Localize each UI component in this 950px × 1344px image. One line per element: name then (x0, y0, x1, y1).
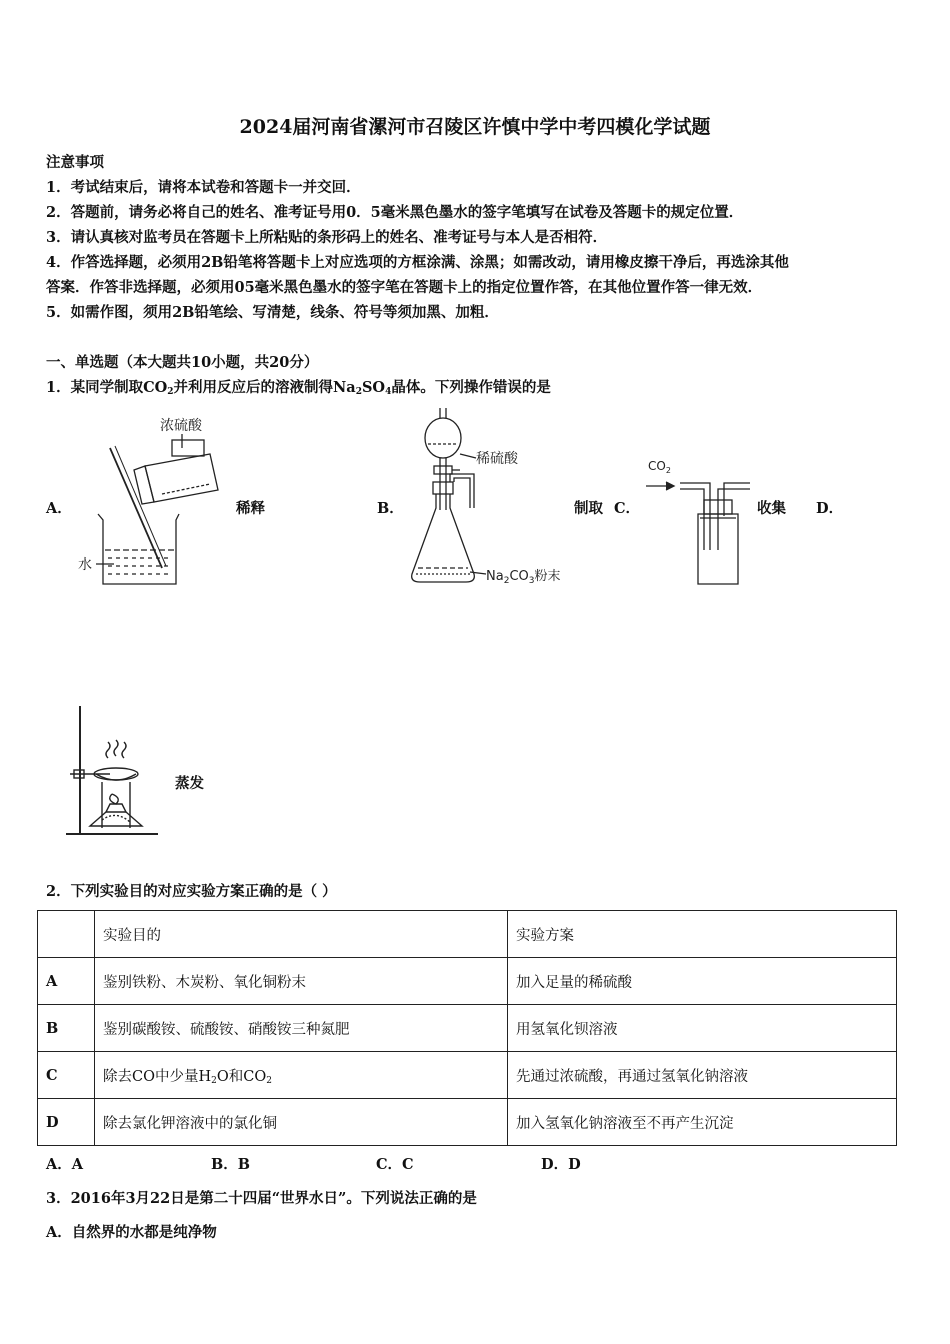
row-key: A (38, 958, 95, 1005)
table-row (38, 1099, 897, 1146)
row-key: C (38, 1052, 95, 1099)
row-purpose: 除去CO中少量$H_2O$和$CO_2$ (95, 1052, 508, 1099)
option-a-letter[interactable]: A． (46, 500, 72, 517)
label-co2: $CO_2$ (648, 459, 671, 475)
option-c-letter[interactable]: C． (614, 500, 641, 517)
notice-item: 1．考试结束后，请将本试卷和答题卡一并交回． (46, 179, 361, 196)
option-b-label: 制取 (574, 500, 603, 517)
row-plan: 用氢氧化钡溶液 (508, 1005, 897, 1052)
answer-option-b[interactable]: B．B (211, 1156, 251, 1173)
answer-option-c[interactable]: C．C (376, 1156, 414, 1173)
question-2-stem: 2．下列实验目的对应实验方案正确的是（ ） (46, 883, 337, 900)
collection-figure (640, 450, 760, 590)
label-dilute-acid: 稀硫酸 (476, 451, 518, 467)
row-plan: 加入氢氧化钠溶液至不再产生沉淀 (508, 1099, 897, 1146)
row-key: B (38, 1005, 95, 1052)
label-powder: $Na_2CO_3$粉末 (486, 569, 561, 586)
table-row (38, 1052, 897, 1099)
notice-item: 4．作答选择题，必须用2B铅笔将答题卡上对应选项的方框涂满、涂黑；如需改动，请用橡皮擦干净后，再选涂其他 (46, 254, 789, 271)
notice-item: 3．请认真核对监考员在答题卡上所粘贴的条形码上的姓名、准考证号与本人是否相符． (46, 229, 608, 246)
row-plan: 加入足量的稀硫酸 (508, 958, 897, 1005)
notice-item: 答案．作答非选择题，必须用05毫米黑色墨水的签字笔在答题卡上的指定位置作答，在其他位置作答一律无效． (46, 279, 763, 296)
answer-option-a[interactable]: A．A (46, 1156, 84, 1173)
option-a-label: 稀释 (236, 500, 265, 517)
option-d-label: 蒸发 (175, 775, 204, 792)
preparation-figure (400, 408, 580, 593)
notice-item: 5．如需作图，须用2B铅笔绘、写清楚，线条、符号等须加黑、加粗． (46, 304, 499, 321)
table-header-cell (38, 911, 95, 958)
option-d-letter[interactable]: D． (816, 500, 844, 517)
label-conc-acid: 浓硫酸 (160, 418, 202, 434)
evaporation-figure (62, 700, 172, 842)
section-heading: 一、单选题（本大题共10小题，共20分） (46, 354, 319, 371)
option-c-label: 收集 (757, 500, 786, 517)
row-purpose: 鉴别碳酸铵、硫酸铵、硝酸铵三种氮肥 (95, 1005, 508, 1052)
question-3-option-a[interactable]: A．自然界的水都是纯净物 (46, 1224, 217, 1241)
row-purpose: 除去氯化钾溶液中的氯化铜 (95, 1099, 508, 1146)
row-key: D (38, 1099, 95, 1146)
row-purpose: 鉴别铁粉、木炭粉、氧化铜粉末 (95, 958, 508, 1005)
experiment-table (37, 910, 897, 1146)
dilution-figure (70, 408, 230, 593)
table-row (38, 1005, 897, 1052)
answer-option-d[interactable]: D．D (541, 1156, 581, 1173)
table-header-cell: 实验目的 (95, 911, 508, 958)
table-row (38, 958, 897, 1005)
table-header-cell: 实验方案 (508, 911, 897, 958)
label-water: 水 (78, 557, 92, 573)
row-plan: 先通过浓硫酸，再通过氢氧化钠溶液 (508, 1052, 897, 1099)
page-title: 2024届河南省漯河市召陵区许慎中学中考四模化学试题 (239, 116, 711, 138)
table-header-row (38, 911, 897, 958)
question-3-stem: 3．2016年3月22日是第二十四届“世界水日”。下列说法正确的是 (46, 1190, 477, 1207)
notice-item: 2．答题前，请务必将自己的姓名、准考证号用0．5毫米黑色墨水的签字笔填写在试卷及答题卡的规定位置． (46, 204, 744, 221)
question-1-stem: 1．某同学制取$CO_2$并利用反应后的溶液制得$Na_2SO_4$晶体。下列操作错误的是 (46, 379, 551, 397)
notice-heading: 注意事项 (46, 154, 104, 171)
option-b-letter[interactable]: B． (377, 500, 404, 517)
